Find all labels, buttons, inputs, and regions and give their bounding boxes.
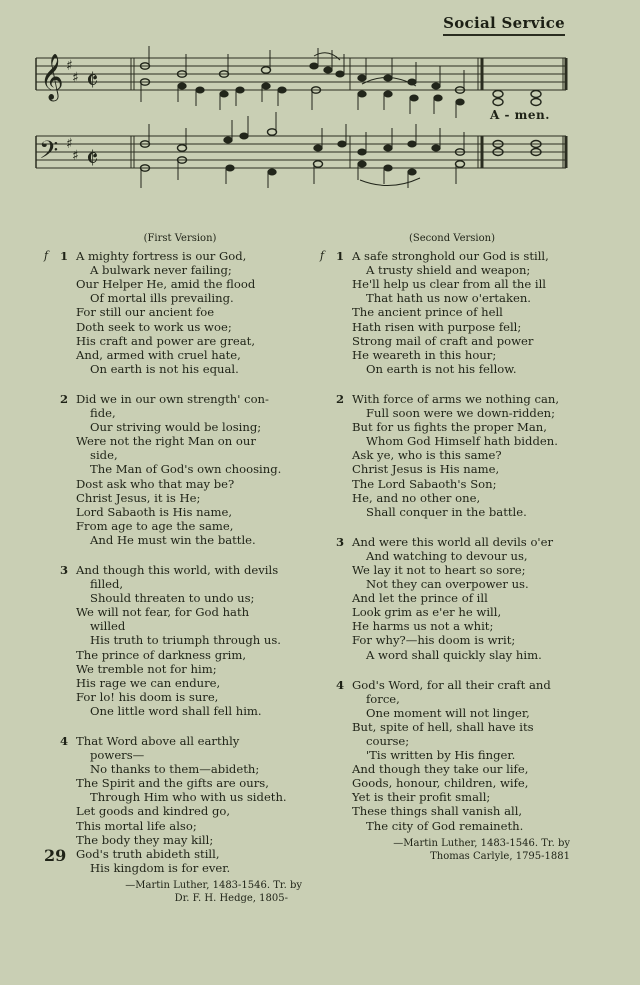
verse-line: We lay it not to heart so sore; — [352, 562, 526, 577]
verse-line: Not they can overpower us. — [366, 577, 529, 592]
verse-line: The city of God remaineth. — [366, 818, 524, 833]
verse-line: The body they may kill; — [76, 832, 214, 847]
verse-line: He'll help us clear from all the ill — [352, 277, 547, 292]
verse-line: filled, — [90, 577, 124, 592]
sharp-icon: ♯ — [66, 58, 73, 74]
verse-line: Were not the right Man on our — [76, 434, 256, 449]
sharp-icon: ♯ — [72, 70, 79, 86]
dynamic-marking: f — [320, 249, 325, 263]
amen-label: A - men. — [490, 108, 550, 122]
verse-line: Christ Jesus, it is He; — [76, 490, 201, 505]
verse-line: willed — [90, 619, 126, 634]
verse-line: This mortal life also; — [76, 818, 197, 833]
verse-line: Dost ask who that may be? — [76, 476, 235, 491]
verse-line: We will not fear, for God hath — [76, 605, 250, 620]
author-credit: —Martin Luther, 1483-1546. Tr. by — [393, 837, 570, 849]
author-credit: —Martin Luther, 1483-1546. Tr. by — [125, 879, 302, 891]
verse-line: Whom God Himself hath bidden. — [366, 434, 558, 449]
verse-line: 3 And were this world all devils o'er — [336, 534, 554, 549]
verse-line: One moment will not linger, — [366, 705, 530, 720]
verse-line: Our Helper He, amid the flood — [76, 277, 256, 292]
page-number: 29 — [44, 846, 67, 865]
verse-line: A trusty shield and weapon; — [366, 263, 531, 278]
verse-4 — [44, 734, 302, 875]
verse-3 — [44, 563, 302, 718]
verse-line: Ask ye, who is this same? — [352, 448, 502, 463]
verse-line: For still our ancient foe — [76, 305, 215, 320]
verse-line: He harms us not a whit; — [352, 619, 494, 634]
verse-line: The Lord Sabaoth's Son; — [352, 476, 497, 491]
verse-line: We tremble not for him; — [76, 661, 217, 676]
verse-line: On earth is not his fellow. — [366, 361, 517, 376]
verse-line: Shall conquer in the battle. — [366, 504, 527, 519]
verse-line: His truth to triumph through us. — [90, 633, 281, 648]
verse-line: God's truth abideth still, — [76, 846, 220, 861]
verse-line: course; — [366, 734, 410, 748]
verse-line: His craft and power are great, — [76, 333, 256, 348]
verse-line: The prince of darkness grim, — [76, 647, 247, 662]
verse-line: No thanks to them—abideth; — [90, 762, 260, 777]
verse-line: These things shall vanish all, — [352, 804, 523, 819]
verse-line: That hath us now o'ertaken. — [366, 291, 531, 306]
verse-number: 4 — [60, 734, 69, 748]
verse-line: Full soon were we down-ridden; — [366, 406, 556, 421]
second-version-column — [320, 232, 570, 863]
verse-line: force, — [366, 691, 400, 706]
first-version-column — [44, 232, 302, 905]
verse-line: For why?—his doom is writ; — [352, 633, 516, 648]
verse-number: 4 — [336, 677, 345, 692]
verse-line: Should threaten to undo us; — [90, 591, 255, 606]
verse-3 — [320, 535, 570, 662]
verse-line: powers— — [90, 748, 145, 763]
verse-number: 3 — [336, 534, 345, 549]
verse-line: On earth is not his equal. — [90, 361, 239, 376]
verse-line: For lo! his doom is sure, — [76, 689, 219, 704]
verse-line: Doth seek to work us woe; — [76, 319, 232, 334]
verse-line: Lord Sabaoth is His name, — [76, 504, 233, 519]
verse-line: Of mortal ills prevailing. — [90, 291, 234, 306]
verse-line: 3 And though this world, with devils — [60, 562, 279, 577]
verse-line: And, armed with cruel hate, — [76, 347, 241, 362]
verse-number: 1 — [336, 249, 345, 264]
verse-line: f 1 A safe stronghold our God is still, — [320, 249, 549, 264]
cut-time-icon: 𝄵 — [86, 142, 99, 175]
verse-line: His kingdom is for ever. — [90, 860, 231, 875]
verse-line: Through Him who with us sideth. — [90, 790, 287, 805]
sharp-icon: ♯ — [72, 148, 79, 164]
verse-line: Let goods and kindred go, — [76, 804, 231, 819]
treble-clef-icon: 𝄞 — [40, 54, 64, 100]
verse-2 — [320, 392, 570, 519]
verse-line: 4 That Word above all earthly — [60, 734, 240, 748]
verse-line: 'Tis written by His finger. — [366, 748, 516, 763]
verse-number: 2 — [60, 391, 69, 406]
verse-line: He, and no other one, — [352, 490, 481, 505]
verse-line: fide, — [90, 406, 116, 421]
verse-line: One little word shall fell him. — [90, 703, 262, 718]
translator-credit: Thomas Carlyle, 1795-1881 — [430, 850, 570, 862]
verse-line: Christ Jesus is His name, — [352, 462, 500, 477]
version-heading: (First Version) — [143, 233, 217, 244]
verse-number: 3 — [60, 562, 69, 577]
verse-line: He weareth in this hour; — [352, 347, 497, 362]
section-title: Social Service — [443, 14, 565, 36]
verse-line: And He must win the battle. — [90, 532, 256, 547]
verse-2 — [44, 392, 302, 547]
verse-line: Yet is their profit small; — [352, 790, 491, 805]
verse-line: And though they take our life, — [352, 762, 529, 777]
verse-number: 1 — [60, 249, 69, 264]
verse-line: Our striving would be losing; — [90, 420, 262, 435]
verse-line: Goods, honour, children, wife, — [352, 776, 529, 791]
version-heading: (Second Version) — [408, 233, 495, 244]
cut-time-icon: 𝄵 — [86, 64, 99, 97]
verse-1 — [44, 249, 302, 376]
verse-line: A word shall quickly slay him. — [366, 647, 542, 662]
verse-line: The Spirit and the gifts are ours, — [76, 776, 269, 791]
verse-1 — [320, 249, 570, 376]
verse-line: And watching to devour us, — [366, 548, 528, 563]
verse-line: f 1 A mighty fortress is our God, — [44, 249, 247, 264]
bass-clef-icon: 𝄢 — [39, 136, 59, 171]
verse-line: From age to age the same, — [76, 518, 234, 533]
verse-4 — [320, 678, 570, 833]
translator-credit: Dr. F. H. Hedge, 1805- — [174, 892, 288, 904]
verse-line: Look grim as e'er he will, — [352, 605, 502, 620]
verse-line: 2 Did we in our own strength' con- — [60, 391, 269, 406]
verse-line: 4 God's Word, for all their craft and — [336, 677, 551, 692]
verse-line: side, — [90, 448, 118, 463]
sharp-icon: ♯ — [66, 136, 73, 152]
verse-line: The ancient prince of hell — [352, 305, 503, 320]
verse-line: And let the prince of ill — [352, 591, 488, 606]
verse-line: The Man of God's own choosing. — [90, 462, 282, 477]
verse-line: 2 With force of arms we nothing can, — [336, 391, 560, 406]
verse-line: But, spite of hell, shall have its — [352, 719, 534, 734]
verse-line: But for us fights the proper Man, — [352, 420, 547, 435]
verse-line: His rage we can endure, — [76, 675, 221, 690]
dynamic-marking: f — [44, 249, 49, 263]
verse-number: 2 — [336, 391, 345, 406]
verse-line: Hath risen with purpose fell; — [352, 319, 522, 334]
verse-line: Strong mail of craft and power — [352, 333, 534, 348]
verse-line: A bulwark never failing; — [90, 263, 232, 278]
